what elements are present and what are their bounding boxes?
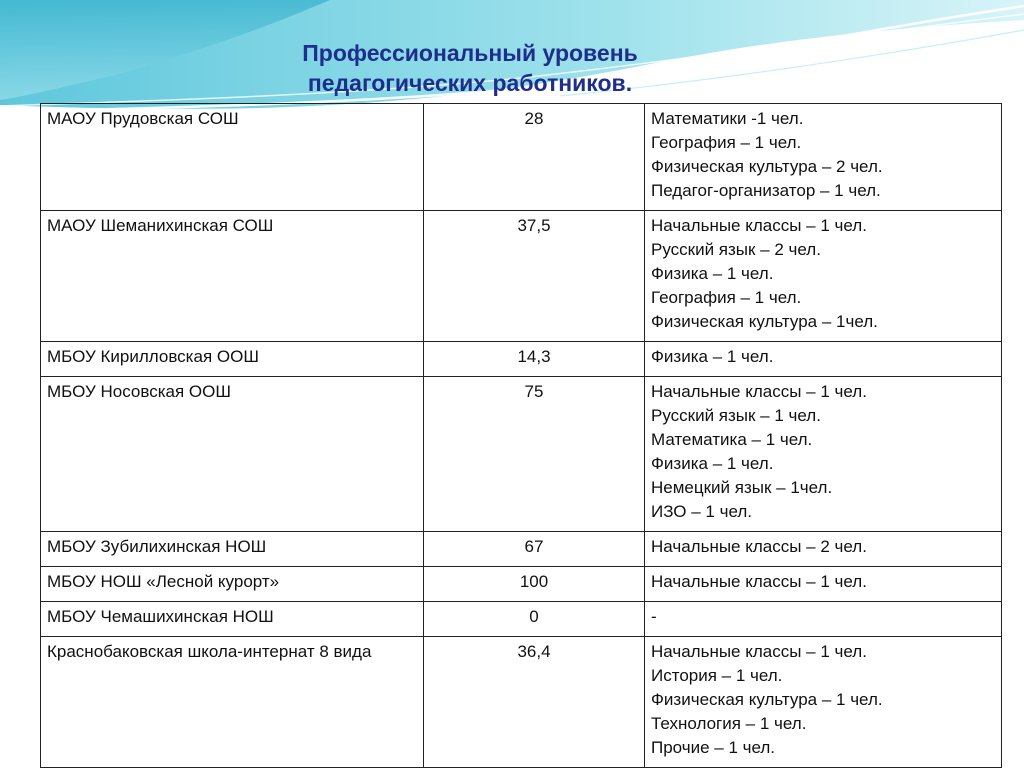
table-row	[41, 342, 1002, 377]
table-row	[41, 104, 1002, 211]
table-row	[41, 602, 1002, 637]
school-name-cell: МБОУ Кирилловская ООШ	[41, 342, 424, 377]
subjects-cell: Физика – 1 чел.	[645, 342, 1002, 377]
staff-level-table	[40, 103, 1002, 768]
value-cell: 14,3	[424, 342, 645, 377]
subjects-cell: Начальные классы – 2 чел.	[645, 532, 1002, 567]
subjects-cell: Начальные классы – 1 чел.	[645, 567, 1002, 602]
slide-title	[220, 38, 720, 98]
subjects-cell: Начальные классы – 1 чел. История – 1 чел. Физическая культура – 1 чел. Технология – 1 чел. Прочие – 1 чел.	[645, 637, 1002, 768]
school-name-cell: Краснобаковская школа-интернат 8 вида	[41, 637, 424, 768]
school-name-cell: МАОУ Прудовская СОШ	[41, 104, 424, 211]
value-cell: 37,5	[424, 211, 645, 342]
slide-title-line2: педагогических работников.	[307, 70, 633, 96]
school-name-cell: МАОУ Шеманихинская СОШ	[41, 211, 424, 342]
value-cell: 28	[424, 104, 645, 211]
subjects-cell: -	[645, 602, 1002, 637]
value-cell: 0	[424, 602, 645, 637]
value-cell: 100	[424, 567, 645, 602]
school-name-cell: МБОУ Зубилихинская НОШ	[41, 532, 424, 567]
slide-title-line1: Профессиональный уровень	[302, 40, 638, 66]
value-cell: 36,4	[424, 637, 645, 768]
school-name-cell: МБОУ Чемашихинская НОШ	[41, 602, 424, 637]
table-row	[41, 211, 1002, 342]
subjects-cell: Начальные классы – 1 чел. Русский язык – 1 чел. Математика – 1 чел. Физика – 1 чел. Немецкий язык – 1чел. ИЗО – 1 чел.	[645, 377, 1002, 532]
school-name-cell: МБОУ НОШ «Лесной курорт»	[41, 567, 424, 602]
table-row	[41, 567, 1002, 602]
value-cell: 75	[424, 377, 645, 532]
subjects-cell: Математики -1 чел. География – 1 чел. Физическая культура – 2 чел. Педагог-организатор – 1 чел.	[645, 104, 1002, 211]
table-row	[41, 532, 1002, 567]
school-name-cell: МБОУ Носовская ООШ	[41, 377, 424, 532]
value-cell: 67	[424, 532, 645, 567]
table-row	[41, 637, 1002, 768]
table-row	[41, 377, 1002, 532]
subjects-cell: Начальные классы – 1 чел. Русский язык – 2 чел. Физика – 1 чел. География – 1 чел. Физическая культура – 1чел.	[645, 211, 1002, 342]
